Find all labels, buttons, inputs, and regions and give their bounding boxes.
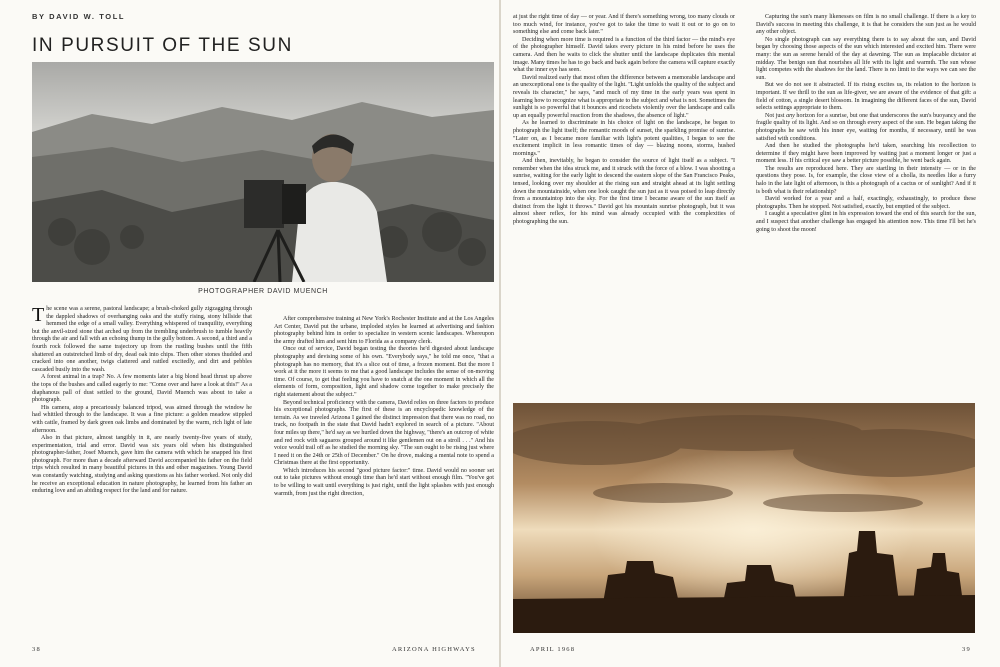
page-number-left: 38 <box>32 646 41 653</box>
paragraph: Not just any horizon for a sunrise, but one that underscores the sun's buoyancy and the fragile quality of its light. And so on through every aspect of the sun. He began taking the photographs he saw with his inner eye, waiting for months, if necessary, until he was satisfied with conditions. <box>756 112 976 142</box>
article-title: IN PURSUIT OF THE SUN <box>32 35 293 56</box>
paragraph: at just the right time of day — or year. And if there's something wrong, too many clouds or too much wind, for instance, you've got to take the time to wait it out or to go on to something else and come back later." <box>513 14 735 36</box>
column-4 <box>756 14 976 234</box>
paragraph: The results are reproduced here. They are startling in their intensity — or in the questions they pose. Is, for example, the close view of a cholla, its needles like a furry halo in the late light of afternoon, is this a photograph of a cactus or of sunlight? And if it is both what is their relationship? <box>756 165 976 195</box>
issue-date: APRIL 1968 <box>530 646 576 653</box>
paragraph: After comprehensive training at New York's Rochester Institute and at the Los Angeles Art Center, David put the urbane, imploded styles he learned at advertising and fashion photography behind him in order to specialize in western scenic landscapes. Whereupon the army drafted him and sent him to Florida as a company clerk. <box>274 316 494 345</box>
magazine-name: ARIZONA HIGHWAYS <box>392 646 476 653</box>
page-gutter <box>499 0 501 667</box>
paragraph: Beyond technical proficiency with the camera, David relies on three factors to produce his exceptional photographs. The first of these is an encyclopedic knowledge of the terrain. As we traveled Arizona I gained the distinct impression that there was no road, no track, no footpath in the state that David hadn't explored in search of a picture. "About four miles up there," he'd say as we hurtled down the highway, "there's an outcrop of white and red rock with saguaros grouped around it like gentlemen out on a stroll . . ." And his voice would trail off as he studied the morning sky. "The sun ought to be rising just where I need it on the 24th or 25th of December." On he drove, making a mental note to spend a Christmas there at the first opportunity. <box>274 399 494 467</box>
column-2 <box>274 316 494 498</box>
paragraph: A forest animal in a trap? No. A few moments later a big blond head thrust up above the tops of the bushes and called eagerly to me: "Come over and have a look at this!" As a diaphanous pall of dust settled to the ground, David Muench was about to take a photograph. <box>32 374 252 404</box>
photographer-photo-illustration <box>32 62 494 282</box>
paragraph: David realized early that most often the difference between a memorable landscape and an unexceptional one is the quality of the light. "Light unfolds the quality of the subject and reveals its character," he says, "and much of my time in the early years was spent in learning how to recognize what is appropriate to the subject and what is not. Sometimes the sunlight is so powerful that it bounces and ricochets violently over the landscape and calls up an equally powerful reaction from the shadows, the absence of light." <box>513 74 735 119</box>
paragraph: I caught a speculative glint in his expression toward the end of this search for the sun, and I suspect that another challenge has engaged his attention now. This time I'll bet he's going to shoot the moon! <box>756 211 976 233</box>
paragraph: And then he studied the photographs he'd taken, searching his recollection to determine if they might have been improved by waiting just a moment longer or just a moment less. If his critical eye saw a better picture possible, he went back again. <box>756 143 976 165</box>
paragraph: David worked for a year and a half, exactingly, exhaustingly, to produce these photographs. Then he stopped. Not satisfied, exactly, but emptied of the subject. <box>756 196 976 210</box>
paragraph: Capturing the sun's many likenesses on film is no small challenge. If there is a key to David's success in meeting this challenge, it is that he considers the sun just as he would any other object. <box>756 14 976 36</box>
photo-caption: PHOTOGRAPHER DAVID MUENCH <box>198 288 328 295</box>
paragraph: And then, inevitably, he began to consider the source of light itself as a subject. "I remember when the idea struck me, and it struck with the force of a blow. I was shooting a sunrise, waiting for the early light to descend the eastern slope of the San Francisco Peaks, tensed, looking over my shoulder at the rising sun and straight ahead at its light settling down the mountainside, when one look caught the sun just as it was poised to leap directly from a mountaintop into the sky. For the first time I became aware of the sun itself as distinct from the light it throws." David got his mountain sunrise photograph, but it was almost sheer reflex, for his mind was already occupied with the complexities of photographing the sun. <box>513 158 735 226</box>
drop-cap: T <box>32 304 45 326</box>
byline: BY DAVID W. TOLL <box>32 12 126 21</box>
paragraph: Which introduces his second "good picture factor:" time. David would no sooner set out to take pictures without enough time than he'd start without enough film. "You've got to be willing to wait until everything is just right, until the light splashes with just enough warmth, from just the right direction, <box>274 467 494 497</box>
paragraph: The scene was a serene, pastoral landscape; a brush-choked gully zigzagging through the dappled shadows of overhanging oaks and the stuffy rising, stony hillside that hemmed the edge of a small valley. Everything whispered of tranquility, everything but the anvil-sized stone that arched up from the trembling underbrush to tumble heavily through the air and fall with an echoing thump in the gully bottom. A second, a third and a fourth rock followed the same trajectory up from the rustling bushes until the fifth shattered an outstretched limb of dry, dead oak into chips. Then other stones thudded and cracked into one another, twigs clattered and rattled excitedly, and dirt and pebbles cascaded busily into the wash. <box>32 304 252 373</box>
paragraph: As he learned to discriminate in his choice of light on the landscape, he began to photograph the light itself; the romantic moods of sunset, the sparkling promise of sunrise. "Later on, as I became more familiar with light's potent qualities, I began to see the excitement implicit in less romantic times of day — blazing noons, storms, hushed mornings." <box>513 120 735 157</box>
monument-valley-illustration <box>513 403 975 633</box>
paragraph: His camera, atop a precariously balanced tripod, was aimed through the window he had whittled through to the landscape. It was a fine picture: a golden meadow stippled with cattle, framed by dark green oak limbs and dominated by the warm, rich light of late afternoon. <box>32 404 252 434</box>
photographer-photo <box>32 62 494 282</box>
paragraph: Deciding when more time is required is a function of the third factor — the mind's eye of the photographer himself. David takes every picture in his mind before he uses the camera. And then he waits to click the shutter until the landscape duplicates this mental image. Many times he has to go back and back again before the camera will capture exactly what the inner eye has seen. <box>513 36 735 74</box>
paragraph: Once out of service, David began testing the theories he'd digested about landscape photography and devising some of his own. "Everybody says," he told me once, "that a photograph has no memory, that it's a slice out of time, a frozen moment. But the more I work at it the more it seems to me that a good landscape includes the sense of on-moving time. Of course, to get that feeling you have to snatch at the one moment in which all the elements of form, composition, light and shadow come together to make precisely the right statement about the subject." <box>274 346 494 398</box>
monument-valley-photo <box>513 403 975 633</box>
paragraph: No single photograph can say everything there is to say about the sun, and David began by choosing those aspects of the sun which interested and excited him. There were many: the sun as serene herald of the day at dawning. The sun as implacable dictator at midday. The benign sun that nourishes all life with its light and warmth. The sun whose light competes with the shadows for the land. There is no limit to the ways we can see the sun. <box>756 36 976 81</box>
column-3 <box>513 14 735 227</box>
paragraph: Also in that picture, almost tangibly in it, are nearly twenty-five years of study, experimentation, trial and error. David was six years old when his distinguished photographer-father, Josef Muench, gave him the camera with which he snapped his first photograph. For more than a decade afterward David accompanied his father on the field trips which resulted in many beautiful pictures in this and other magazines. Young David was constantly watching, studying and asking questions as his father worked. Not only did he receive an exceptional education in nature photography, he learned from his father an enduring love and an abiding respect for the land and for nature. <box>32 435 252 495</box>
page-number-right: 39 <box>962 646 971 653</box>
paragraph: But we do not see it abstracted. If its rising excites us, its relation to the horizon is important. If we thrill to the sun as life-giver, we are aware of the evidence of that gift: a field of cotton, a single desert blossom. In imagining the different faces of the sun, David selects settings appropriate to them. <box>756 82 976 112</box>
column-1 <box>32 306 252 496</box>
